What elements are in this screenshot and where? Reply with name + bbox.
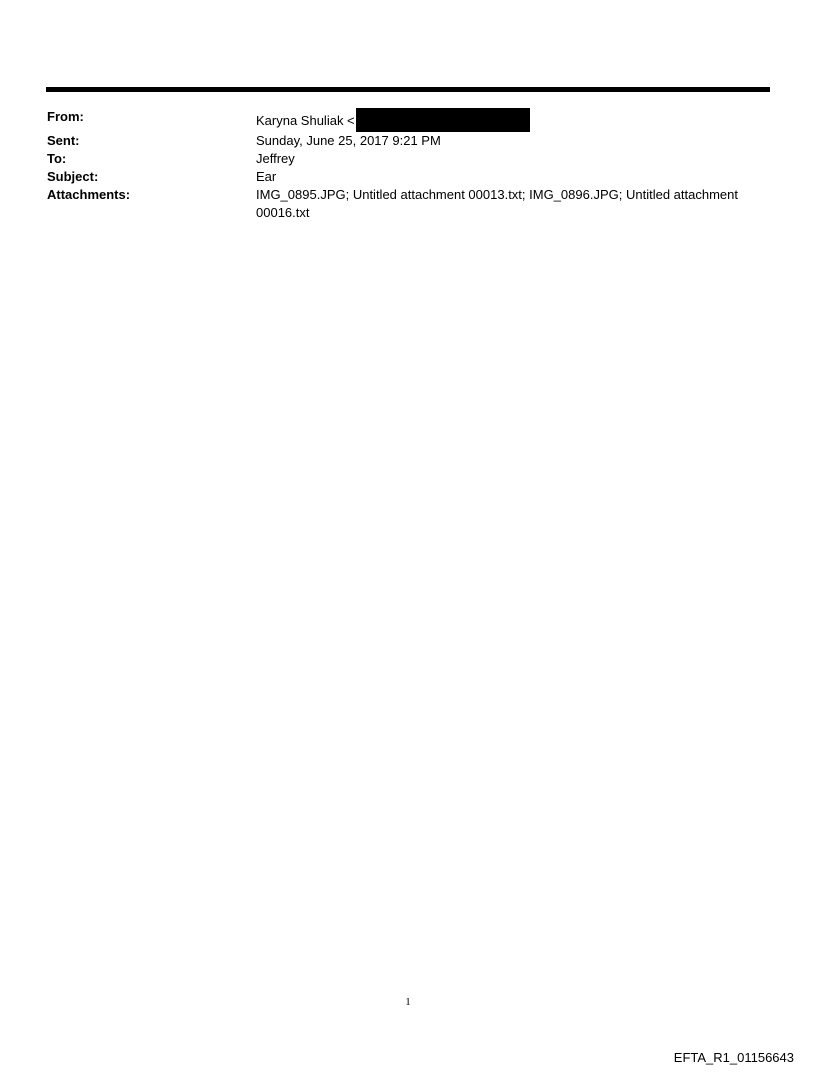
subject-row <box>47 168 769 186</box>
sent-row <box>47 132 769 150</box>
subject-label: Subject: <box>47 169 99 184</box>
to-value: Jeffrey <box>256 151 295 166</box>
email-header <box>47 108 769 222</box>
from-label: From: <box>47 109 84 124</box>
redaction-box <box>356 108 530 132</box>
to-row <box>47 150 769 168</box>
bates-number: EFTA_R1_01156643 <box>673 1050 794 1065</box>
to-label: To: <box>47 151 67 166</box>
attachments-label: Attachments: <box>47 187 131 202</box>
from-row <box>47 108 769 132</box>
from-value: Karyna Shuliak < <box>256 113 355 128</box>
attachments-row <box>47 186 769 222</box>
header-divider-rule <box>46 87 770 92</box>
sent-value: Sunday, June 25, 2017 9:21 PM <box>256 133 441 148</box>
sent-label: Sent: <box>47 133 80 148</box>
attachments-value: IMG_0895.JPG; Untitled attachment 00013.txt; IMG_0896.JPG; Untitled attachment 00016.txt <box>256 187 738 220</box>
page-number: 1 <box>405 996 411 1008</box>
subject-value: Ear <box>256 169 277 184</box>
from-value-container <box>256 108 769 132</box>
